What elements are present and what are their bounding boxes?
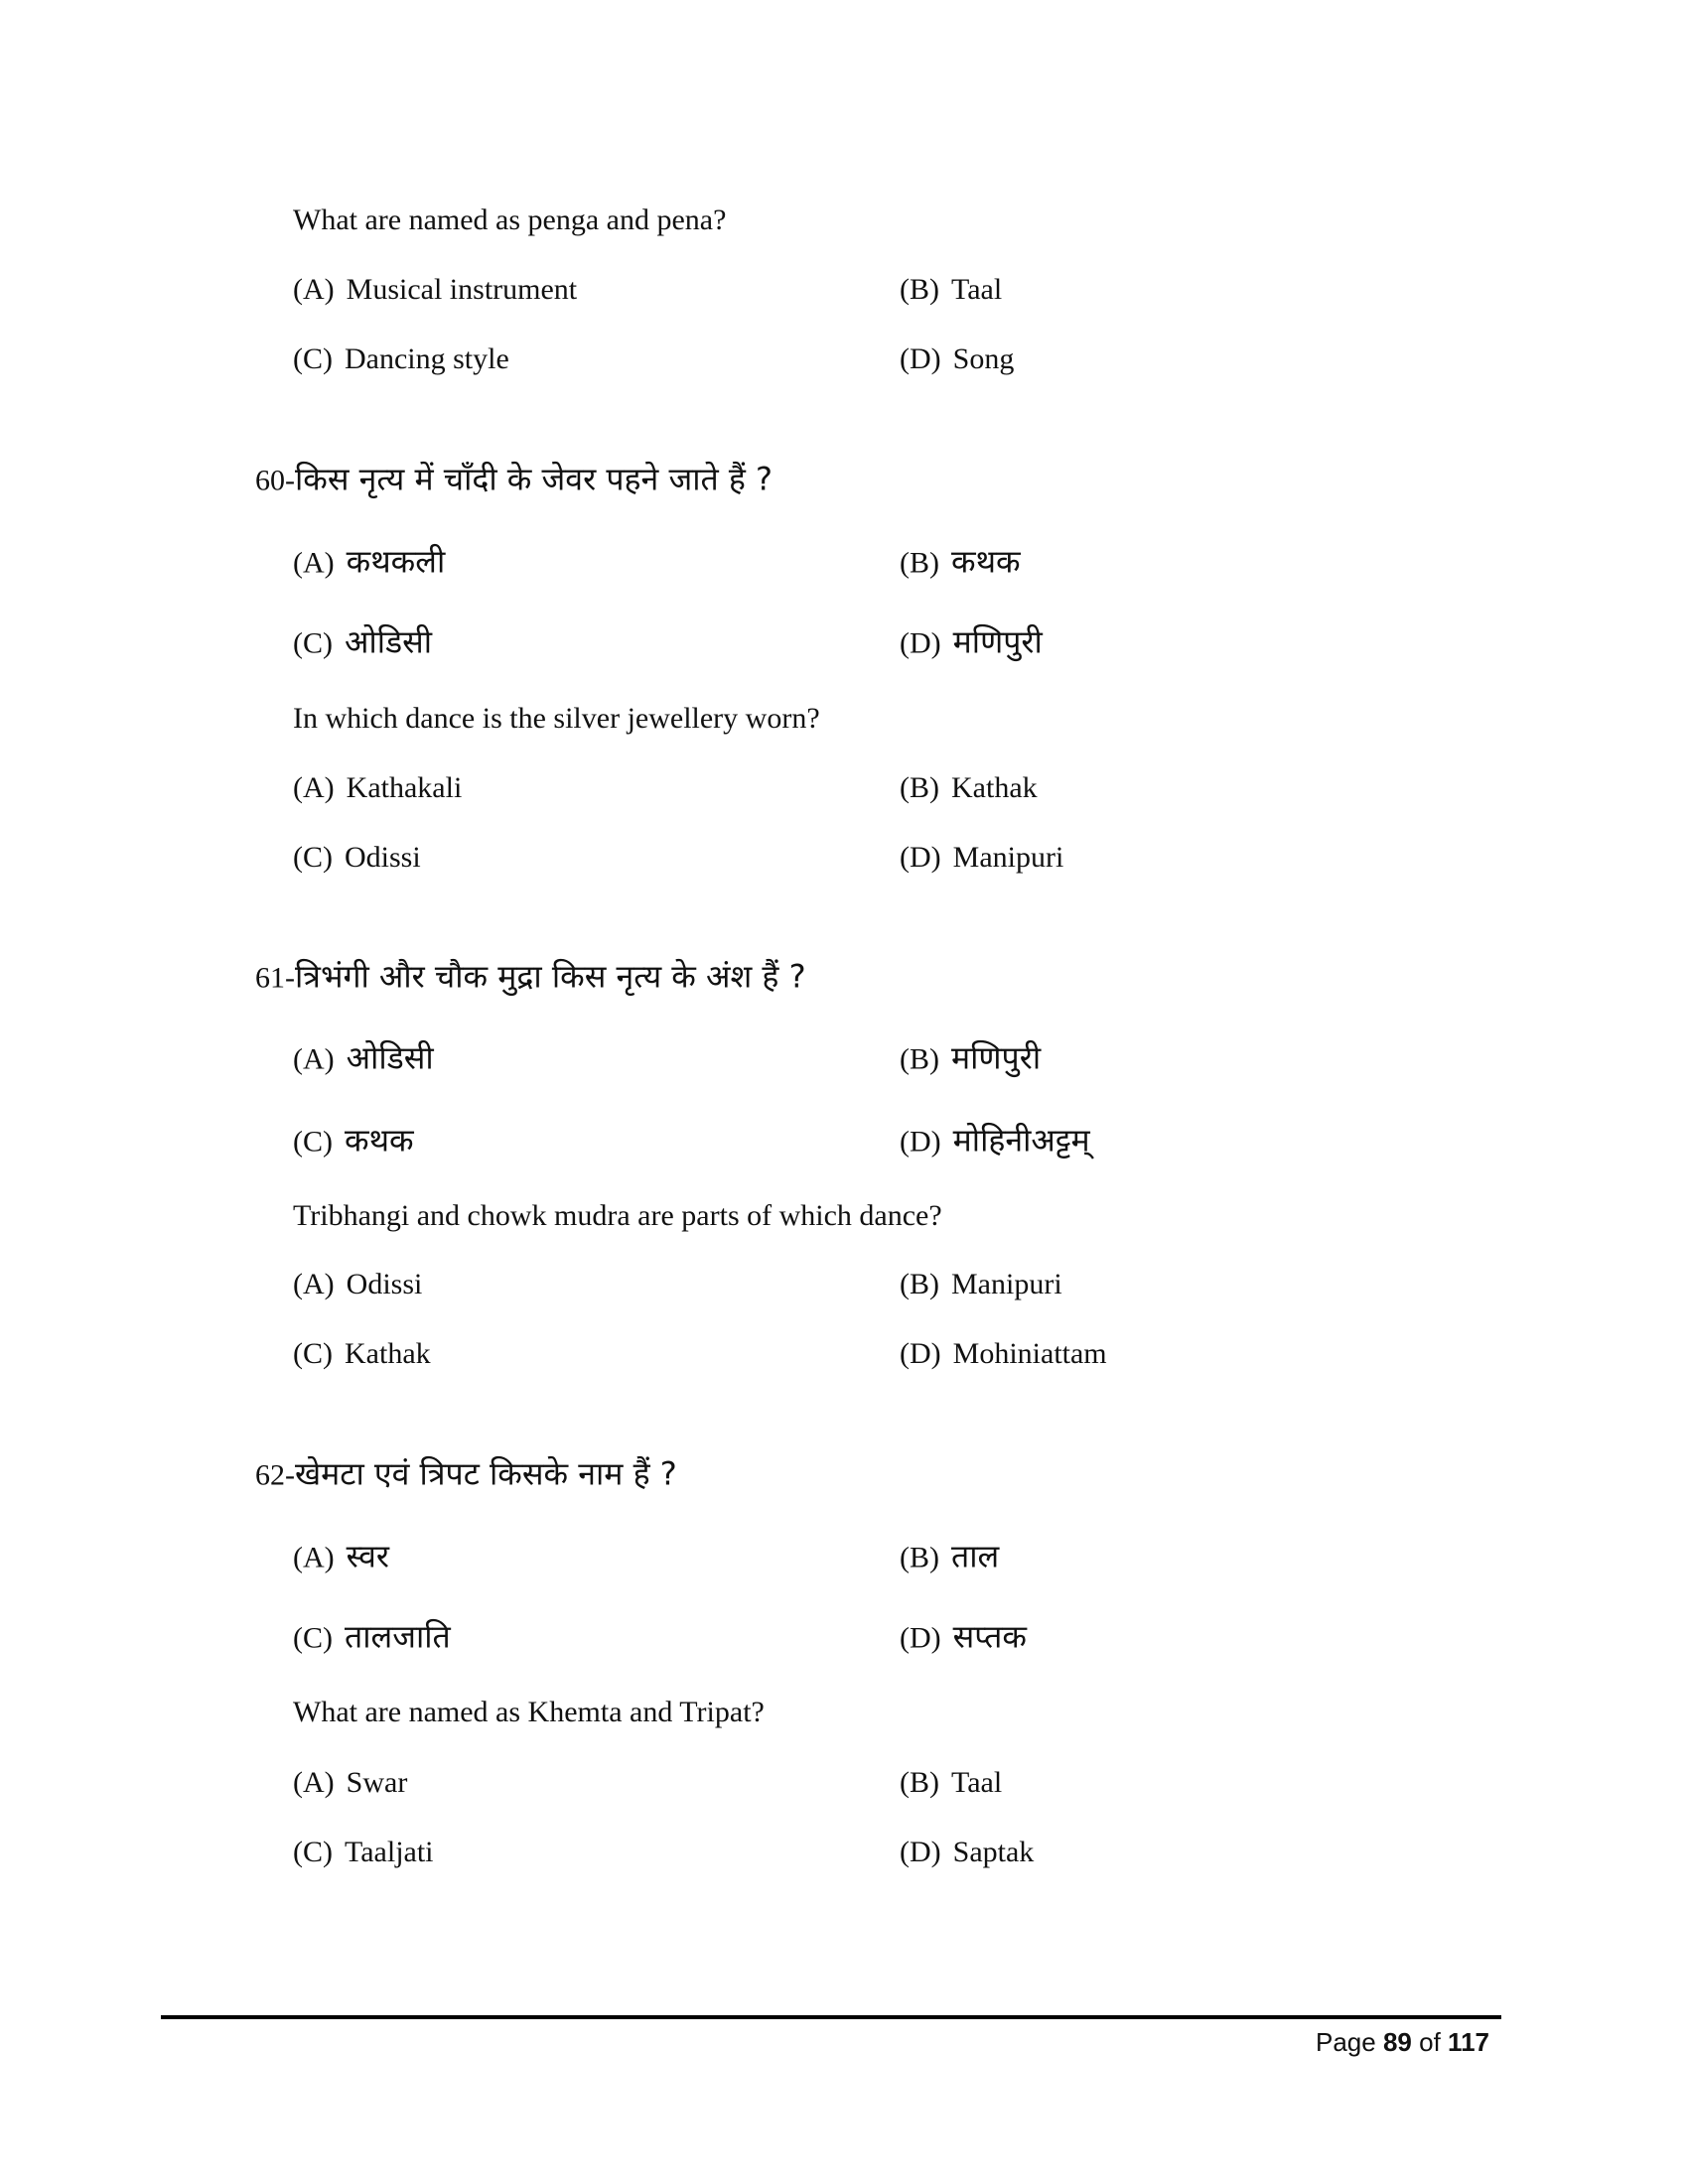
option-label: (B) — [900, 1268, 939, 1300]
option-text: Taal — [951, 273, 1003, 306]
option-text: Manipuri — [952, 841, 1064, 874]
option-text: Song — [952, 342, 1015, 375]
option-text: ताल — [951, 1537, 1000, 1575]
answer-option — [293, 1766, 407, 1800]
answer-option — [293, 540, 445, 583]
answer-option — [900, 1535, 999, 1577]
answer-option — [293, 1268, 422, 1301]
option-text: Saptak — [952, 1836, 1035, 1868]
answer-option — [293, 1036, 434, 1079]
answer-option — [900, 620, 1043, 663]
answer-option — [900, 342, 1014, 376]
option-text: Kathak — [345, 1337, 431, 1370]
option-label: (D) — [900, 1621, 941, 1655]
option-text: Kathakali — [346, 771, 463, 804]
option-text: तालजाति — [345, 1617, 451, 1656]
answer-option — [900, 273, 1002, 307]
answer-option — [293, 1836, 434, 1869]
option-label: (B) — [900, 546, 939, 580]
answer-option — [900, 1337, 1107, 1371]
answer-option — [293, 620, 432, 663]
question-english-text: What are named as Khemta and Tripat? — [293, 1696, 765, 1728]
option-label: (A) — [293, 1541, 335, 1574]
option-label: (C) — [293, 342, 333, 375]
option-label: (A) — [293, 771, 335, 804]
question-hindi-text: त्रिभंगी और चौक मुद्रा किस नृत्य के अंश हैं ? — [295, 957, 806, 996]
option-label: (B) — [900, 1766, 939, 1799]
answer-option — [900, 841, 1063, 875]
footer-divider — [161, 2015, 1501, 2019]
option-label: (C) — [293, 1836, 333, 1868]
option-text: ओडिसी — [346, 1038, 434, 1077]
option-label: (C) — [293, 841, 333, 874]
question-hindi — [255, 955, 806, 998]
current-page: 89 — [1382, 2027, 1412, 2057]
question-english — [293, 1696, 765, 1729]
option-label: (B) — [900, 273, 939, 306]
option-label: (C) — [293, 1337, 333, 1370]
option-text: Musical instrument — [346, 273, 578, 306]
option-text: Taal — [951, 1766, 1003, 1799]
option-text: ओडिसी — [345, 622, 433, 661]
answer-option — [293, 1337, 431, 1371]
answer-option — [293, 1535, 389, 1577]
option-label: (A) — [293, 546, 335, 580]
option-text: Dancing style — [345, 342, 509, 375]
answer-option — [293, 771, 462, 805]
option-label: (D) — [900, 1125, 941, 1159]
answer-option — [293, 1119, 414, 1161]
answer-option — [900, 771, 1038, 805]
option-text: मणिपुरी — [952, 622, 1043, 661]
option-label: (D) — [900, 626, 941, 660]
option-label: (B) — [900, 771, 939, 804]
option-label: (A) — [293, 1766, 335, 1799]
option-label: (D) — [900, 1337, 941, 1370]
option-text: Manipuri — [951, 1268, 1062, 1300]
question-number: 62- — [255, 1458, 295, 1492]
question-english — [293, 702, 820, 736]
answer-option — [293, 273, 577, 307]
question-english-text: In which dance is the silver jewellery worn? — [293, 702, 820, 735]
option-label: (A) — [293, 1042, 335, 1076]
of-word: of — [1419, 2027, 1441, 2057]
option-label: (B) — [900, 1042, 939, 1076]
option-label: (A) — [293, 1268, 335, 1300]
option-text: कथकली — [346, 542, 446, 581]
option-text: मोहिनीअट्टम् — [952, 1121, 1090, 1160]
question-english-text: Tribhangi and chowk mudra are parts of which dance? — [293, 1199, 942, 1232]
option-label: (D) — [900, 841, 941, 874]
question-hindi — [255, 1452, 677, 1495]
answer-option — [293, 841, 421, 875]
answer-option — [900, 1615, 1027, 1658]
question-english — [293, 1199, 942, 1233]
answer-option — [293, 1615, 451, 1658]
question-hindi-text: खेमटा एवं त्रिपट किसके नाम हैं ? — [295, 1454, 677, 1493]
option-text: Mohiniattam — [952, 1337, 1107, 1370]
option-text: Taaljati — [345, 1836, 434, 1868]
option-text: स्वर — [346, 1537, 389, 1575]
answer-option — [900, 1119, 1090, 1161]
answer-option — [900, 1836, 1034, 1869]
option-text: Swar — [346, 1766, 408, 1799]
answer-option — [293, 342, 509, 376]
question-hindi-text: किस नृत्य में चाँदी के जेवर पहने जाते हैं ? — [295, 460, 774, 498]
option-label: (C) — [293, 1621, 333, 1655]
option-text: सप्तक — [952, 1617, 1027, 1656]
question-number: 61- — [255, 961, 295, 995]
option-text: कथक — [345, 1121, 414, 1160]
option-text: कथक — [951, 542, 1021, 581]
page-number — [1316, 2027, 1489, 2058]
option-label: (A) — [293, 273, 335, 306]
answer-option — [900, 1036, 1041, 1079]
option-text: Kathak — [951, 771, 1038, 804]
page-word: Page — [1316, 2027, 1376, 2057]
option-label: (C) — [293, 1125, 333, 1159]
question-hindi — [255, 458, 773, 500]
option-label: (D) — [900, 1836, 941, 1868]
question-english — [293, 204, 726, 237]
question-english-text: What are named as penga and pena? — [293, 204, 727, 236]
option-text: मणिपुरी — [951, 1038, 1042, 1077]
option-text: Odissi — [345, 841, 421, 874]
option-label: (D) — [900, 342, 941, 375]
answer-option — [900, 540, 1021, 583]
question-number: 60- — [255, 464, 295, 497]
total-pages: 117 — [1448, 2027, 1489, 2057]
option-label: (C) — [293, 626, 333, 660]
answer-option — [900, 1268, 1062, 1301]
option-label: (B) — [900, 1541, 939, 1574]
answer-option — [900, 1766, 1002, 1800]
option-text: Odissi — [346, 1268, 423, 1300]
